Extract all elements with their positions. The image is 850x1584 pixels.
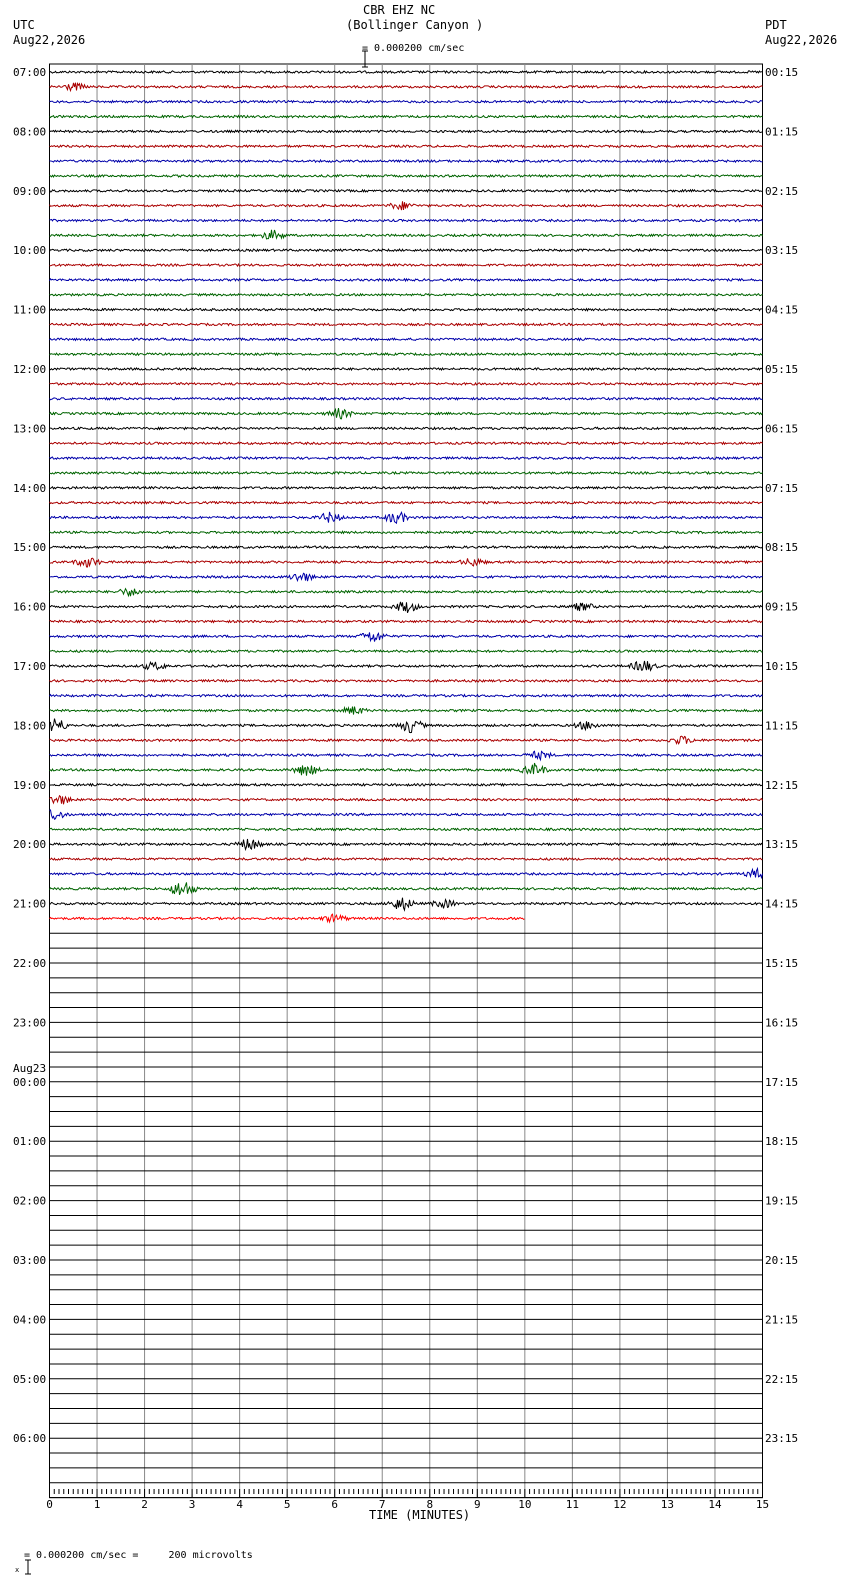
utc-time-label: 07:00 — [13, 66, 47, 79]
seismic-trace — [50, 546, 763, 548]
footer-scale: = 0.000200 cm/sec = 200 microvolts — [24, 1550, 253, 1561]
pdt-time-label: 19:15 — [765, 1194, 799, 1208]
svg-text:x: x — [15, 1566, 20, 1574]
utc-time-label: 23:00 — [13, 1016, 47, 1030]
utc-time-label: 16:00 — [13, 600, 47, 614]
pdt-time-label: 14:15 — [765, 897, 799, 911]
station-location: (Bollinger Canyon ) — [346, 18, 484, 32]
seismic-trace — [50, 487, 763, 489]
pdt-time-label: 23:15 — [765, 1432, 799, 1446]
seismic-trace — [50, 309, 763, 311]
seismic-trace — [50, 620, 763, 622]
seismic-trace — [50, 531, 763, 533]
utc-time-label: 17:00 — [13, 660, 47, 673]
left-timezone: UTC — [13, 18, 35, 32]
utc-time-label: 12:00 — [13, 363, 47, 376]
seismic-trace — [50, 338, 763, 340]
pdt-time-label: 00:15 — [765, 66, 799, 79]
seismic-trace — [50, 71, 763, 73]
pdt-time-label: 21:15 — [765, 1313, 799, 1327]
x-tick-label: 13 — [660, 1498, 675, 1511]
pdt-time-label: 03:15 — [765, 244, 799, 258]
seismic-trace — [50, 201, 763, 210]
utc-time-label: 21:00 — [13, 897, 47, 911]
seismic-trace — [50, 898, 763, 910]
station-title: CBR EHZ NC — [363, 3, 436, 17]
x-tick-label: 10 — [518, 1498, 532, 1511]
x-tick-label: 9 — [473, 1498, 481, 1511]
pdt-time-label: 02:15 — [765, 184, 799, 198]
seismic-trace — [50, 632, 763, 641]
seismic-trace — [50, 680, 763, 682]
seismic-trace — [50, 695, 763, 697]
x-tick-label: 6 — [331, 1498, 339, 1511]
pdt-time-label: 01:15 — [765, 125, 799, 139]
seismic-trace — [50, 160, 763, 162]
pdt-time-label: 18:15 — [765, 1135, 799, 1149]
seismic-trace — [50, 130, 763, 132]
pdt-time-label: 07:15 — [765, 481, 799, 495]
utc-time-label: 19:00 — [13, 778, 47, 792]
seismic-trace — [50, 83, 763, 91]
pdt-time-label: 10:15 — [765, 660, 799, 673]
x-tick-label: 7 — [378, 1498, 386, 1511]
seismic-trace — [50, 175, 763, 177]
seismic-trace — [50, 650, 763, 652]
seismic-trace — [50, 558, 763, 567]
seismic-trace — [50, 502, 763, 504]
seismic-trace — [50, 190, 763, 192]
seismic-trace — [50, 472, 763, 474]
seismic-trace — [50, 116, 763, 118]
seismic-trace — [50, 398, 763, 400]
seismic-trace — [50, 264, 763, 266]
seismic-trace — [50, 810, 763, 819]
seismic-trace — [50, 368, 763, 370]
seismic-trace — [50, 101, 763, 103]
seismic-trace — [50, 882, 763, 894]
seismic-trace — [50, 869, 763, 878]
utc-time-label: 09:00 — [13, 184, 47, 198]
pdt-time-label: 05:15 — [765, 363, 799, 376]
seismic-trace — [50, 839, 763, 849]
seismic-trace — [50, 707, 763, 715]
seismic-trace — [50, 249, 763, 251]
seismic-trace — [50, 383, 763, 385]
seismic-trace — [50, 219, 763, 221]
pdt-time-label: 08:15 — [765, 541, 799, 555]
utc-time-label: 20:00 — [13, 838, 47, 852]
utc-time-label: 18:00 — [13, 719, 47, 733]
seismic-trace — [50, 719, 763, 733]
seismic-trace — [50, 828, 763, 830]
pdt-time-label: 16:15 — [765, 1016, 799, 1030]
utc-date-label: Aug23 — [13, 1061, 47, 1075]
x-tick-label: 8 — [426, 1498, 434, 1511]
x-tick-label: 15 — [755, 1498, 770, 1511]
utc-time-label: 00:00 — [13, 1075, 47, 1089]
seismic-trace — [50, 230, 763, 239]
seismic-trace — [50, 512, 763, 523]
seismic-trace — [50, 858, 763, 860]
utc-time-label: 03:00 — [13, 1254, 47, 1267]
seismic-trace — [50, 353, 763, 355]
x-tick-label: 3 — [188, 1498, 196, 1511]
utc-time-label: 06:00 — [13, 1432, 47, 1446]
x-tick-label: 0 — [46, 1498, 53, 1511]
pdt-time-label: 20:15 — [765, 1254, 799, 1267]
utc-time-label: 14:00 — [13, 481, 47, 495]
seismic-trace — [50, 279, 763, 281]
pdt-time-label: 09:15 — [765, 600, 799, 614]
seismic-trace — [50, 427, 763, 429]
pdt-time-label: 15:15 — [765, 957, 799, 970]
seismic-trace — [50, 796, 763, 805]
left-date: Aug22,2026 — [13, 33, 86, 47]
x-axis-title: TIME (MINUTES) — [369, 1508, 471, 1522]
pdt-time-label: 17:15 — [765, 1075, 799, 1089]
utc-time-label: 10:00 — [13, 244, 47, 258]
pdt-time-label: 12:15 — [765, 778, 799, 792]
header-scale: = 0.000200 cm/sec — [362, 43, 465, 54]
utc-time-label: 15:00 — [13, 541, 47, 555]
pdt-time-label: 22:15 — [765, 1372, 799, 1386]
pdt-time-label: 11:15 — [765, 719, 799, 733]
seismic-trace — [50, 457, 763, 459]
utc-time-label: 22:00 — [13, 957, 47, 970]
pdt-time-label: 13:15 — [765, 838, 799, 852]
pdt-time-label: 06:15 — [765, 422, 799, 436]
x-tick-label: 5 — [283, 1498, 291, 1511]
right-date: Aug22,2026 — [765, 33, 838, 47]
utc-time-label: 01:00 — [13, 1135, 47, 1149]
x-tick-label: 2 — [141, 1498, 148, 1511]
utc-time-label: 02:00 — [13, 1194, 47, 1208]
x-tick-label: 14 — [708, 1498, 722, 1511]
seismic-trace — [50, 408, 763, 419]
utc-time-label: 05:00 — [13, 1372, 47, 1386]
seismic-trace — [50, 442, 763, 444]
seismic-trace — [50, 573, 763, 581]
seismic-trace — [50, 323, 763, 325]
seismic-trace — [50, 784, 763, 786]
seismic-trace — [50, 589, 763, 596]
x-tick-label: 12 — [613, 1498, 627, 1511]
pdt-time-label: 04:15 — [765, 303, 799, 317]
x-tick-label: 11 — [565, 1498, 579, 1511]
seismic-trace — [50, 763, 763, 776]
seismic-trace — [50, 661, 763, 670]
utc-time-label: 04:00 — [13, 1313, 47, 1327]
x-tick-label: 1 — [93, 1498, 101, 1511]
x-tick-label: 4 — [236, 1498, 243, 1511]
right-timezone: PDT — [765, 18, 787, 32]
seismic-trace — [50, 736, 763, 744]
seismic-trace — [50, 751, 763, 759]
seismic-trace — [50, 145, 763, 147]
utc-time-label: 08:00 — [13, 125, 47, 139]
seismic-trace — [50, 294, 763, 296]
utc-time-label: 11:00 — [13, 303, 47, 317]
utc-time-label: 13:00 — [13, 422, 47, 436]
seismic-trace — [50, 602, 763, 613]
